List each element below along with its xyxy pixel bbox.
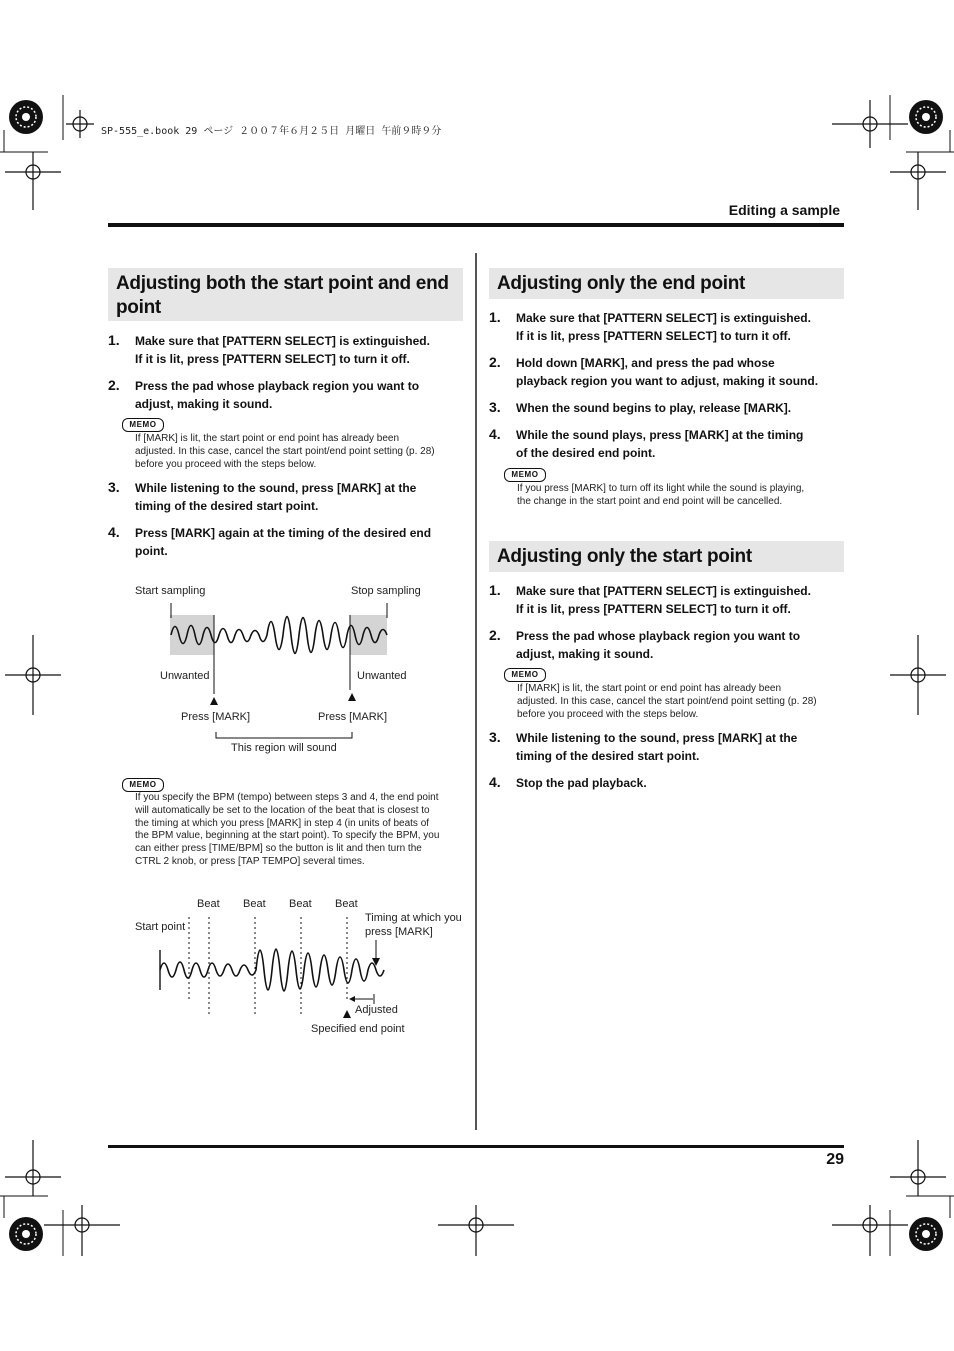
page-number: 29 [826,1151,844,1168]
label-beat-2: Beat [243,898,266,910]
crosshair-icon [5,152,61,210]
memo-text: If [MARK] is lit, the start point or end point has already been adjusted. In this case, cancel the start point/end point setting (p. 28) before you proceed with the steps below. [135,433,435,470]
step-number: 4. [108,524,120,540]
waveform [160,949,384,991]
label-press-mark-right: Press [MARK] [318,711,388,723]
memo-badge: MEMO [122,418,164,432]
crosshair-icon [5,1140,61,1196]
label-unwanted-right: Unwanted [357,670,407,682]
specified-end-arrow [343,1010,351,1018]
step-number: 4. [489,426,501,442]
crosshair-icon [832,100,908,148]
crosshair-icon [890,635,946,715]
step-text: While the sound plays, press [MARK] at the timing of the desired end point. [516,428,804,460]
crosshair-icon [438,1205,514,1256]
step-text: Press the pad whose playback region you want to adjust, making it sound. [516,629,801,661]
step-text: Press the pad whose playback region you want to adjust, making it sound. [135,379,420,411]
adjust-arrowhead [349,996,355,1002]
label-region-sounds: This region will sound [231,742,337,754]
label-specified-end-point: Specified end point [311,1023,405,1035]
step-number: 3. [108,479,120,495]
step-text: Make sure that [PATTERN SELECT] is extinguished. If it is lit, press [PATTERN SELECT] to turn it off. [516,311,811,343]
step-text: While listening to the sound, press [MARK] at the timing of the desired start point. [135,481,417,513]
unwanted-region-left [170,615,214,655]
step-number: 4. [489,774,501,790]
step-number: 3. [489,729,501,745]
radial-target-icon [9,100,43,134]
label-beat-3: Beat [289,898,312,910]
memo-text: If [MARK] is lit, the start point or end point has already been adjusted. In this case, cancel the start point/end point setting (p. 28) before you proceed with the steps below. [517,683,817,720]
step-number: 1. [108,332,120,348]
label-start-point: Start point [135,921,186,933]
step-number: 2. [108,377,120,393]
memo-badge: MEMO [122,778,164,792]
memo-badge: MEMO [504,468,546,482]
step-text: Make sure that [PATTERN SELECT] is extinguished. If it is lit, press [PATTERN SELECT] to turn it off. [516,584,811,616]
step-text: Press [MARK] again at the timing of the desired end point. [135,526,432,558]
crosshair-icon [890,152,946,210]
section-title-end-point: Adjusting only the end point [489,268,844,299]
step-text: Hold down [MARK], and press the pad whose playback region you want to adjust, making it sound. [516,356,819,388]
section-title-start-point: Adjusting only the start point [489,541,844,572]
step-text: Make sure that [PATTERN SELECT] is extinguished. If it is lit, press [PATTERN SELECT] to turn it off. [135,334,430,366]
print-slug: SP-555_e.book 29 ページ ２００７年６月２５日 月曜日 午前９時９分 [101,126,442,137]
footer-rule [108,1145,844,1148]
label-timing-press-mark: Timing at which you press [MARK] [365,912,462,938]
crosshair-icon [66,110,94,138]
label-beat-1: Beat [197,898,220,910]
region-bracket [216,732,352,738]
step-number: 1. [489,309,501,325]
step-text: Stop the pad playback. [516,776,647,790]
memo-text: If you press [MARK] to turn off its light while the sound is playing, the change in the start point and end point will be cancelled. [517,483,805,507]
step-number: 2. [489,354,501,370]
crosshair-icon [44,1205,120,1256]
running-head: Editing a sample [728,202,840,218]
press-mark-arrow-right [348,693,356,701]
step-text: When the sound begins to play, release [MARK]. [516,401,792,415]
step-number: 2. [489,627,501,643]
memo-badge: MEMO [504,668,546,682]
radial-target-icon [909,1217,943,1251]
crosshair-icon [890,1140,946,1196]
step-text: While listening to the sound, press [MARK] at the timing of the desired start point. [516,731,798,763]
header-rule [108,223,844,227]
crosshair-icon [5,635,61,715]
section-title-start-and-end: Adjusting both the start point and end point [108,268,463,321]
step-number: 1. [489,582,501,598]
label-adjusted: Adjusted [355,1004,398,1016]
crosshair-icon [832,1205,908,1256]
memo-text-bpm: If you specify the BPM (tempo) between steps 3 and 4, the end point will automatically be set to the location of the beat that is closest to the timing at which you press [MARK] in step 4 (in units of beats of the BPM value, beginning at the start point). To specify the BPM, you can either press [TIME/BPM] so the button is lit and then turn the CTRL 2 knob, or press [TAP TEMPO] several times. [135,792,440,867]
label-stop-sampling: Stop sampling [351,585,421,597]
column-divider [475,253,477,1130]
label-start-sampling: Start sampling [135,585,206,597]
step-number: 3. [489,399,501,415]
radial-target-icon [9,1217,43,1251]
label-unwanted-left: Unwanted [160,670,210,682]
radial-target-icon [909,100,943,134]
label-press-mark-left: Press [MARK] [181,711,251,723]
label-beat-4: Beat [335,898,358,910]
press-mark-arrow-left [210,697,218,705]
